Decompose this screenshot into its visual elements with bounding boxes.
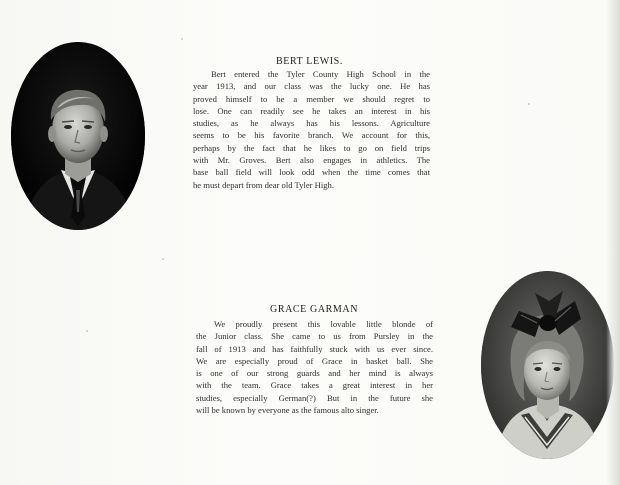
bio-line: with Mr. Groves. Bert also engages in athletics. The	[193, 155, 430, 166]
bio-line: the Junior class. She came to us from Pursley in the	[196, 331, 433, 342]
bio-line: Bert entered the Tyler County High School in the	[211, 69, 430, 79]
profile-name-bert-lewis: BERT LEWIS.	[276, 56, 343, 67]
bio-line: We are especially proud of Grace in basket ball. She	[196, 355, 433, 366]
portrait-grace-garman	[481, 271, 614, 459]
bio-line: studies, especially German(?) But in the future she	[196, 392, 433, 403]
bio-line: studies, as he always has his lessons. Agriculture	[193, 118, 430, 129]
bio-line: he must depart from dear old Tyler High.	[193, 179, 334, 190]
profile-name-grace-garman: GRACE GARMAN	[270, 304, 359, 315]
bio-line: year 1913, and our class was the lucky one. He has	[193, 81, 430, 92]
paper-speck	[86, 330, 88, 332]
bio-line: fall of 1913 and has faithfully stuck with us ever since.	[196, 343, 433, 354]
portrait-bert-lewis	[11, 42, 145, 230]
bio-line: lose. One can readily see he takes an interest in his	[193, 105, 430, 116]
bio-line: with the team. Grace takes a great interest in her	[196, 380, 433, 391]
bio-line: We proudly present this lovable little blonde of	[214, 319, 433, 329]
bio-line: seems to be his favorite branch. We account for this,	[193, 130, 430, 141]
bio-line: is one of our strong guards and her mind is always	[196, 368, 433, 379]
profile-bio-bert-lewis	[193, 68, 430, 191]
bio-line: perhaps by the fact that he likes to go on field trips	[193, 142, 430, 153]
bio-line: proved himself to be a member we should regret to	[193, 93, 430, 104]
paper-speck	[181, 38, 183, 40]
bio-line: base ball field will look odd when the time comes that	[193, 167, 430, 178]
profile-bio-grace-garman	[196, 318, 433, 416]
bio-line: will be known by everyone as the famous alto singer.	[196, 405, 379, 416]
paper-speck	[162, 258, 164, 260]
page-gutter-shadow	[606, 0, 620, 485]
paper-speck	[528, 103, 530, 105]
